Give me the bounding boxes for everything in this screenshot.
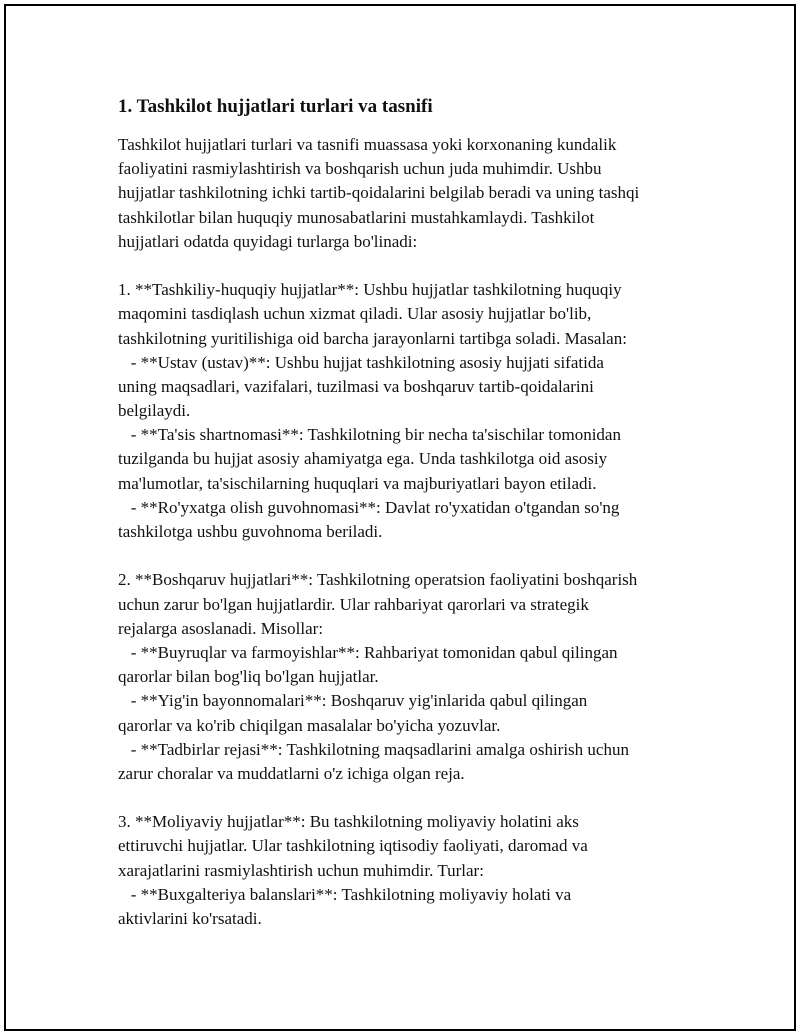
text-line: uchun zarur bo'lgan hujjatlardir. Ular rahbariyat qarorlari va strategik: [118, 594, 589, 614]
text-line: tashkilotga ushbu guvohnoma beriladi.: [118, 522, 383, 541]
text-line: qarorlar bilan bog'liq bo'lgan hujjatlar.: [118, 667, 379, 687]
text-line: tashkilotning yuritilishiga oid barcha jarayonlarni tartibga soladi. Masalan:: [118, 328, 627, 348]
text-line: 1. **Tashkiliy-huquqiy hujjatlar**: Ushbu hujjatlar tashkilotning huquqiy: [118, 280, 622, 300]
text-line: xarajatlarini rasmiylashtirish uchun muhimdir. Turlar:: [118, 860, 484, 880]
text-line: - **Yig'in bayonnomalari**: Boshqaruv yig'inlarida qabul qilingan: [118, 691, 588, 711]
text-line: aktivlarini ko'rsatadi.: [118, 909, 262, 928]
text-line: - **Ro'yxatga olish guvohnomasi**: Davlat ro'yxatidan o'tgandan so'ng: [118, 497, 620, 517]
text-line: belgilaydi.: [118, 401, 191, 421]
text-line: - **Buxgalteriya balanslari**: Tashkilotning moliyaviy holati va: [118, 884, 572, 904]
text-line: hujjatlar tashkilotning ichki tartib-qoidalarini belgilab beradi va uning tashqi: [118, 183, 640, 203]
paragraph-gap: [118, 786, 698, 810]
document-body: [118, 133, 698, 931]
text-line: uning maqsadlari, vazifalari, tuzilmasi va boshqaruv tartib-qoidalarini: [118, 376, 594, 396]
text-line: ma'lumotlar, ta'sischilarning huquqlari va majburiyatlari bayon etiladi.: [118, 473, 597, 493]
text-line: faoliyatini rasmiylashtirish va boshqarish uchun juda muhimdir. Ushbu: [118, 159, 602, 179]
text-line: ettiruvchi hujjatlar. Ular tashkilotning iqtisodiy faoliyati, daromad va: [118, 836, 588, 856]
text-line: 2. **Boshqaruv hujjatlari**: Tashkilotning operatsion faoliyatini boshqarish: [118, 570, 638, 590]
text-line: - **Ustav (ustav)**: Ushbu hujjat tashkilotning asosiy hujjati sifatida: [118, 352, 604, 372]
text-line: - **Tadbirlar rejasi**: Tashkilotning maqsadlarini amalga oshirish uchun: [118, 739, 629, 759]
text-line: maqomini tasdiqlash uchun xizmat qiladi. Ular asosiy hujjatlar bo'lib,: [118, 304, 592, 324]
text-line: Tashkilot hujjatlari turlari va tasnifi muassasa yoki korxonaning kundalik: [118, 135, 617, 154]
text-line: tashkilotlar bilan huquqiy munosabatlarini mustahkamlaydi. Tashkilot: [118, 207, 595, 227]
section-heading: 1. Tashkilot hujjatlari turlari va tasnifi: [118, 96, 433, 117]
text-line: qarorlar va ko'rib chiqilgan masalalar bo'yicha yozuvlar.: [118, 715, 501, 735]
text-line: 3. **Moliyaviy hujjatlar**: Bu tashkilotning moliyaviy holatini aks: [118, 812, 579, 832]
text-line: tuzilganda bu hujjat asosiy ahamiyatga ega. Unda tashkilotga oid asosiy: [118, 449, 608, 469]
text-line: - **Ta'sis shartnomasi**: Tashkilotning bir necha ta'sischilar tomonidan: [118, 425, 621, 445]
text-line: rejalarga asoslanadi. Misollar:: [118, 618, 324, 638]
paragraph-gap: [118, 544, 698, 568]
paragraph-gap: [118, 254, 698, 278]
text-line: hujjatlari odatda quyidagi turlarga bo'linadi:: [118, 231, 418, 251]
text-line: - **Buyruqlar va farmoyishlar**: Rahbariyat tomonidan qabul qilingan: [118, 642, 618, 662]
text-line: zarur choralar va muddatlarni o'z ichiga olgan reja.: [118, 763, 465, 783]
